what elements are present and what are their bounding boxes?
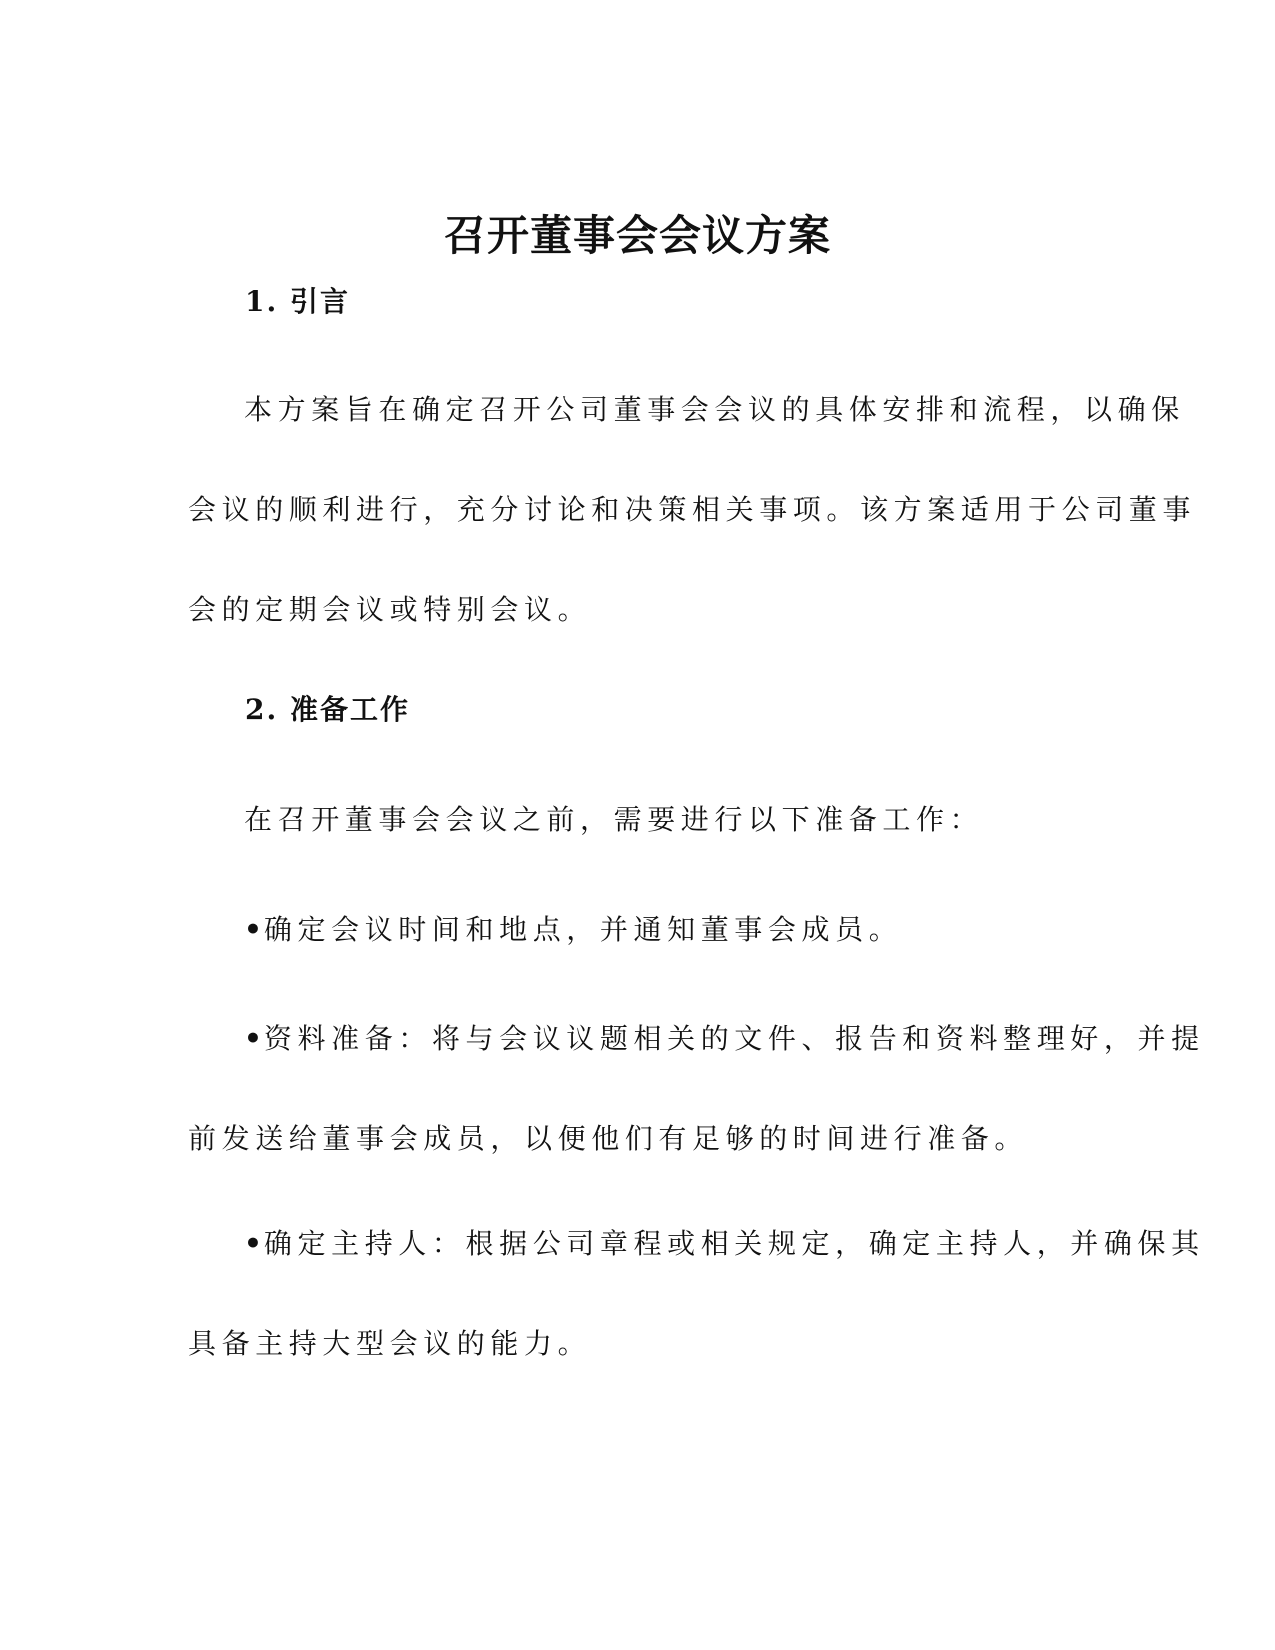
bullet-line: 具备主持大型会议的能力。 bbox=[188, 1327, 592, 1360]
paragraph-line: 本方案旨在确定召开公司董事会会议的具体安排和流程，以确保 bbox=[244, 393, 1185, 426]
bullet-icon: • bbox=[244, 1227, 262, 1260]
paragraph-line: 会议的顺利进行，充分讨论和决策相关事项。该方案适用于公司董事 bbox=[188, 493, 1197, 526]
bullet-icon: • bbox=[244, 1022, 262, 1055]
bullet-icon: • bbox=[244, 913, 262, 946]
bullet-line bbox=[188, 989, 1205, 1089]
page-title: 召开董事会会议方案 bbox=[443, 211, 831, 260]
section-heading-preparation: 2. 准备工作 bbox=[245, 693, 410, 726]
bullet-item bbox=[188, 989, 1205, 1189]
bullet-text: 资料准备：将与会议议题相关的文件、报告和资料整理好，并提 bbox=[263, 1022, 1205, 1055]
bullet-line: 前发送给董事会成员，以便他们有足够的时间进行准备。 bbox=[188, 1122, 1029, 1155]
bullet-line bbox=[188, 880, 1088, 980]
section-heading-introduction: 1. 引言 bbox=[245, 285, 350, 318]
bullet-text: 确定主持人：根据公司章程或相关规定，确定主持人，并确保其 bbox=[263, 1227, 1205, 1260]
bullet-item bbox=[188, 880, 1088, 980]
bullet-line bbox=[188, 1194, 1205, 1294]
bullet-text: 确定会议时间和地点，并通知董事会成员。 bbox=[263, 913, 903, 946]
paragraph-line: 会的定期会议或特别会议。 bbox=[188, 593, 592, 626]
introduction-paragraph bbox=[188, 360, 1197, 660]
paragraph-line: 在召开董事会会议之前，需要进行以下准备工作： bbox=[244, 803, 984, 836]
bullet-item bbox=[188, 1194, 1205, 1394]
preparation-intro-paragraph bbox=[188, 770, 1088, 870]
